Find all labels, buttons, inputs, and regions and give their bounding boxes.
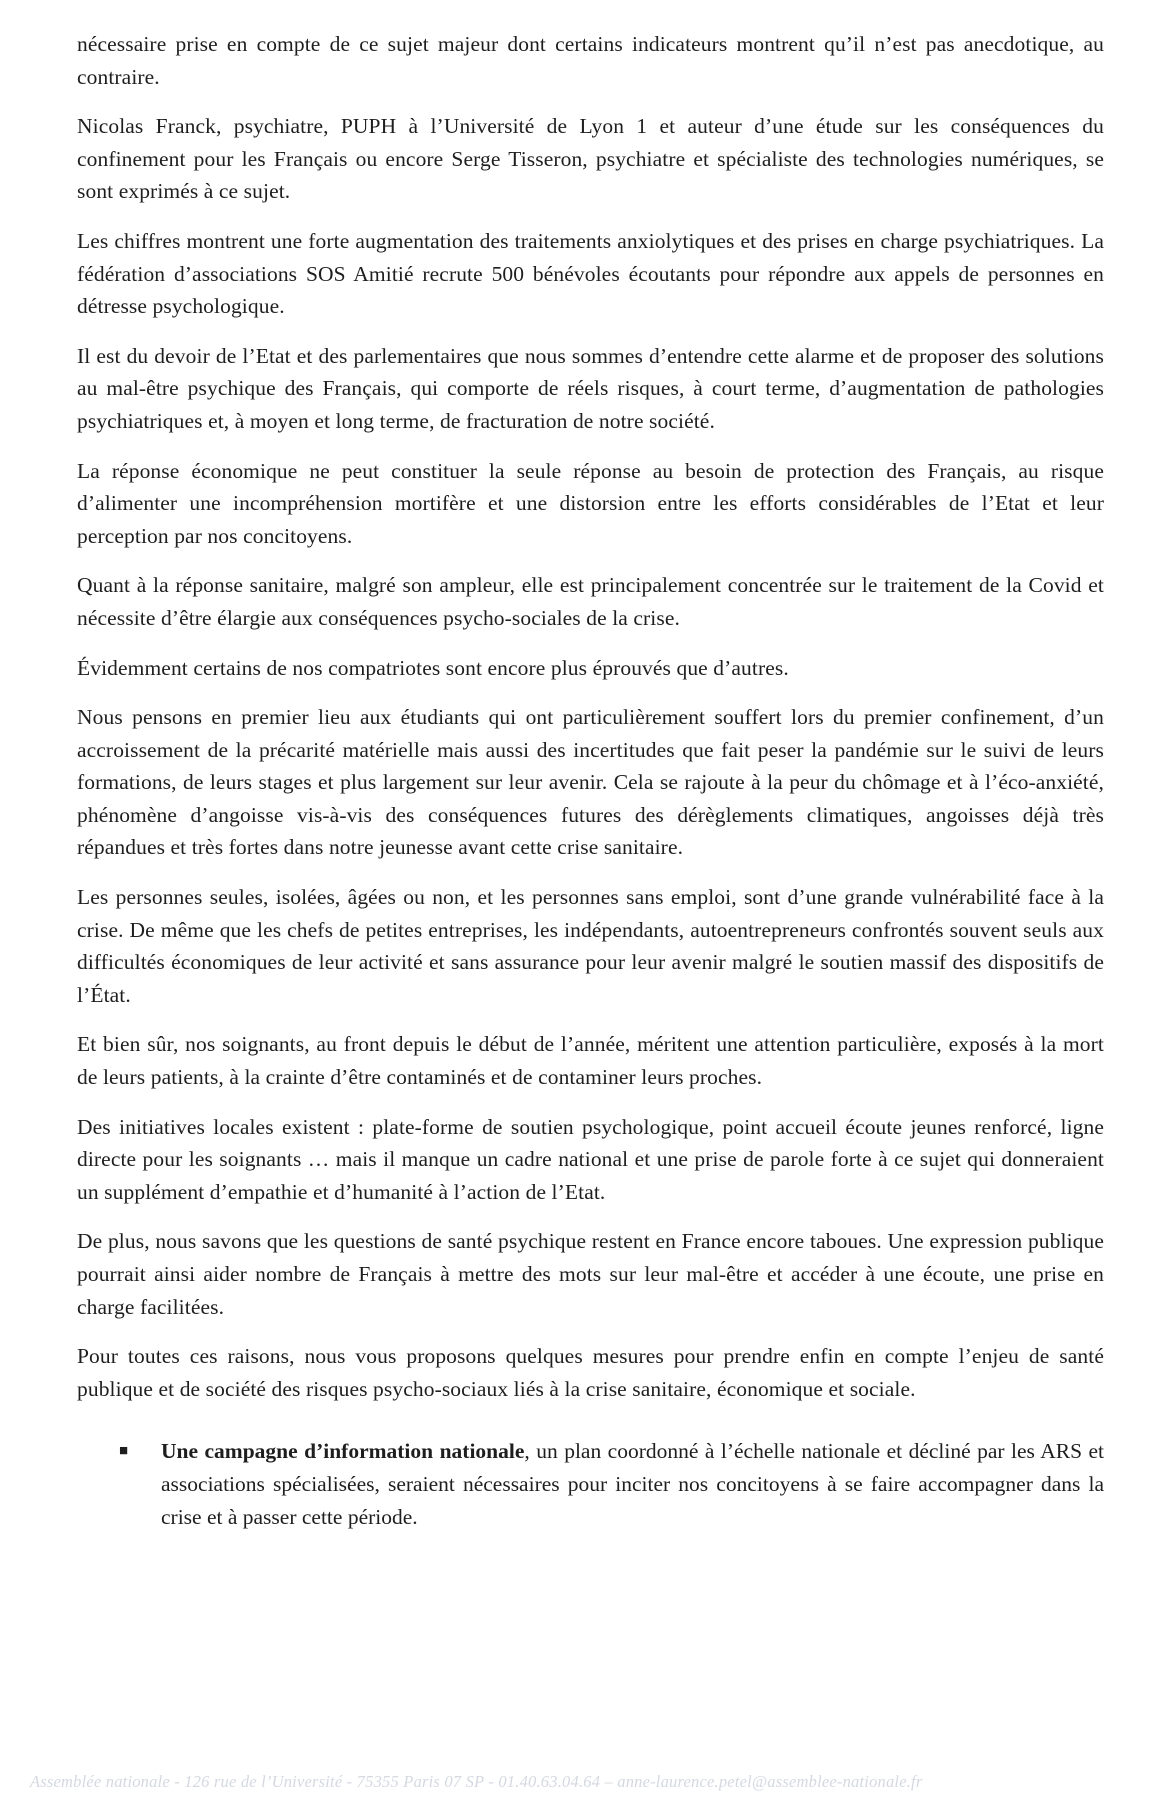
paragraph: Des initiatives locales existent : plate-forme de soutien psychologique, point accueil écoute jeunes renforcé, ligne directe pour les soignants … mais il manque un cadre national et une prise de parole forte à ce sujet qui donneraient un supplément d’empathie et d’humanité à l’action de l’Etat.	[77, 1114, 1104, 1204]
bullet-body-text: , un plan coordonné à l’échelle nationale et décliné par les ARS et associations spécialisées, seraient nécessaires pour inciter nos concitoyens à se faire accompagner dans la crise et à passer cette période.	[161, 1439, 1104, 1529]
paragraph: De plus, nous savons que les questions de santé psychique restent en France encore taboues. Une expression publique pourrait ainsi aider nombre de Français à mettre des mots sur leur mal-être et accéder à une écoute, une prise en charge facilitées.	[77, 1229, 1104, 1319]
paragraph: Nicolas Franck, psychiatre, PUPH à l’Université de Lyon 1 et auteur d’une étude sur les conséquences du confinement pour les Français ou encore Serge Tisseron, psychiatre et spécialiste des technologies numériques, se sont exprimés à ce sujet.	[77, 114, 1104, 204]
paragraph: Évidemment certains de nos compatriotes sont encore plus éprouvés que d’autres.	[77, 655, 789, 680]
document-body	[77, 28, 1104, 1533]
bullet-square-icon: ■	[119, 1443, 129, 1460]
paragraph: Les chiffres montrent une forte augmentation des traitements anxiolytiques et des prises en charge psychiatriques. La fédération d’associations SOS Amitié recrute 500 bénévoles écoutants pour répondre aux appels de personnes en détresse psychologique.	[77, 228, 1104, 319]
page-footer: Assemblée nationale - 126 rue de l’Université - 75355 Paris 07 SP - 01.40.63.04.64 – anne-laurence.petel@assemblee-nationale.fr	[30, 1772, 923, 1791]
paragraph: Nous pensons en premier lieu aux étudiants qui ont particulièrement souffert lors du premier confinement, d’un accroissement de la précarité matérielle mais aussi des incertitudes que fait peser la pandémie sur le suivi de leurs formations, de leurs stages et plus largement sur leur avenir. Cela se rajoute à la peur du chômage et à l’éco-anxiété, phénomène d’angoisse vis-à-vis des conséquences futures des dérèglements climatiques, angoisses déjà très répandues et très fortes dans notre jeunesse avant cette crise sanitaire.	[77, 705, 1104, 860]
paragraph: La réponse économique ne peut constituer la seule réponse au besoin de protection des Français, au risque d’alimenter une incompréhension mortifère et une distorsion entre les efforts considérables de l’Etat et leur perception par nos concitoyens.	[77, 458, 1104, 548]
paragraph: Les personnes seules, isolées, âgées ou non, et les personnes sans emploi, sont d’une grande vulnérabilité face à la crise. De même que les chefs de petites entreprises, les indépendants, autoentrepreneurs confrontés souvent seuls aux difficultés économiques de leur activité et sans assurance pour leur avenir malgré le soutien massif des dispositifs de l’État.	[77, 885, 1104, 1007]
paragraph: Pour toutes ces raisons, nous vous proposons quelques mesures pour prendre enfin en compte l’enjeu de santé publique et de société des risques psycho-sociaux liés à la crise sanitaire, économique et sociale.	[77, 1344, 1104, 1401]
paragraph: Il est du devoir de l’Etat et des parlementaires que nous sommes d’entendre cette alarme et de proposer des solutions au mal-être psychique des Français, qui comporte de réels risques, à court terme, d’augmentation de pathologies psychiatriques et, à moyen et long terme, de fracturation de notre société.	[77, 343, 1104, 433]
bullet-lead-text: Une campagne d’information nationale	[161, 1439, 525, 1464]
paragraph: Et bien sûr, nos soignants, au front depuis le début de l’année, méritent une attention particulière, exposés à la mort de leurs patients, à la crainte d’être contaminés et de contaminer leurs proches.	[77, 1032, 1104, 1090]
bullet-item	[77, 1435, 1104, 1533]
paragraph: Quant à la réponse sanitaire, malgré son ampleur, elle est principalement concentrée sur le traitement de la Covid et nécessite d’être élargie aux conséquences psycho-sociales de la crise.	[77, 573, 1104, 630]
paragraph: nécessaire prise en compte de ce sujet majeur dont certains indicateurs montrent qu’il n’est pas anecdotique, au contraire.	[77, 32, 1104, 89]
